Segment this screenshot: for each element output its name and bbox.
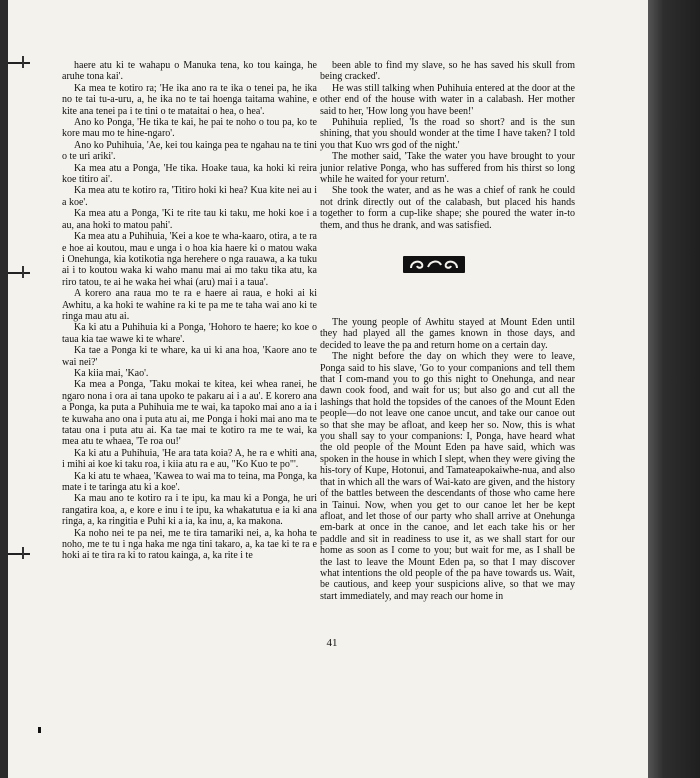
scan-edge — [648, 0, 700, 778]
paragraph: Ka mea atu a Ponga, 'Ki te rite tau ki taku, me hoki koe i a au, ana hoki to matou pahi'. — [62, 208, 317, 231]
paragraph: Ka ki atu te whaea, 'Kawea to wai ma to teina, ma Ponga, ka mate i te taringa atu ki a koe'. — [62, 470, 317, 494]
margin-mark — [8, 553, 30, 555]
paragraph: The young people of Awhitu stayed at Mount Eden until they had played all the games known in those days, and decided to leave the pa and return home on a certain day. — [320, 317, 575, 351]
paragraph: The night before the day on which they were to leave, Ponga said to his slave, 'Go to your companions and tell them that I com-mand you to go this night to Onehunga, and near dawn cook food, and wait for us; but also go and cut all the lashings that hold the topsides of the canoes of the Mount Eden people—do not leave one canoe uncut, and take our canoe out so that she may be afloat, and keep her so. Now, this is what you shall say to your companions: I, Ponga, have heard what the old people of the Mount Eden pa have said, which was spoken in the house in which I slept, when they were giving the his-tory of Kupe, Hotonui, and Tamateapokaiwhe-nua, and also that in which all the wars of Wai-kato are given, and the history of the battles between the descendants of those who came here in Tainui. Now, when you get to our canoe let her be kept afloat, and let those of our party who shall arrive at Onehunga em-bark at once in the canoe, and let each take his or her paddle and sit in readiness to use it, as we shall start for our home as soon as I come to you; but wait for me, as I shall be the last to leave the Mount Eden pa, so that I may discover what intentions the old people of the pa have towards us. Wait, be cautious, and keep your suspicions alive, so that we may start immediately, and may reach our home in — [320, 351, 575, 602]
paragraph: Ka ki atu a Puhihuia, 'He ara tata koia? A, he ra e whiti ana, i mihi ai koe ki taku roa, i kiia atu ra e au, "Ko Kuo te po"'. — [62, 447, 317, 471]
paragraph: The mother said, 'Take the water you have brought to your junior relative Ponga, who has suffered from his thirst so long while he waited for your return'. — [320, 151, 575, 186]
margin-mark — [22, 547, 24, 559]
paragraph: Ka ki atu a Puhihuia ki a Ponga, 'Hohoro te haere; ko koe o taua kia tae wawe ki te whare'. — [62, 322, 317, 345]
english-text-column-bottom — [320, 317, 575, 602]
paragraph: Ano ko Ponga, 'He tika te kai, he pai te noho o tou pa, ko te kore mau mo te hine-ngaro'. — [62, 117, 317, 140]
margin-mark — [8, 62, 30, 64]
paragraph: Ka noho nei te pa nei, me te tira tamariki nei, a, ka hoha te noho, me te tu i nga haka me nga tini takaro, a, ka tae ki te ra e hoki ai te tira ra ki to ratou kainga, a, ka rite i te — [62, 527, 317, 562]
margin-mark — [8, 272, 30, 274]
paragraph: A korero ana raua mo te ra e haere ai raua, e hoki ai ki Awhitu, a ka hoki te wahine ra ki te pa me te taha wai ano ki te ringa mau atu ai. — [62, 288, 317, 322]
paragraph: Ka kiia mai, 'Kao'. — [74, 367, 149, 379]
paragraph: Ka mea atu a Puhihuia, 'Kei a koe te wha-kaaro, otira, a te ra e hoe ai koutou, mau e unga i o hoa kia haere ki o matou waka i Onehunga, kia kotikotia nga herehere o nga rauawa, a ka tuku ai i to koutou waka ki waho manu mai ai mo taku tika atu, ka riro tatou, te ai he waka hei whai (aru) mai i a taua'. — [62, 231, 317, 288]
section-divider-ornament — [403, 256, 465, 273]
paragraph: Ka mea te kotiro ra; 'He ika ano ra te ika o tenei pa, he ika no te tai tu-a-uru, a, he ika no te tai hoenga taitama wahine, e kite ana tenei pa i te tini o te mataitai o hea, o hea'. — [62, 82, 317, 117]
english-text-column-top — [320, 60, 575, 231]
paragraph: Ka mea atu te kotiro ra, 'Titiro hoki ki hea? Kua kite nei au i a koe'. — [62, 185, 317, 208]
margin-mark — [22, 266, 24, 278]
paragraph: Ka mau ano te kotiro ra i te ipu, ka mau ki a Ponga, he uri rangatira koa, a, e kore e inu i te ipu, ka whakatutua e ia ki ana ringa, a, ka ringitia e Puhi ki a ia, ka inu, a, ka makona. — [62, 493, 317, 528]
paragraph: haere atu ki te wahapu o Manuka tena, ko tou kainga, he aruhe tona kai'. — [62, 60, 317, 83]
page-number: 41 — [326, 637, 338, 649]
margin-mark — [38, 727, 41, 733]
paragraph: Puhihuia replied, 'Is the road so short? and is the sun shining, that you should wonder at the time I have taken? I told you that Kuo wrs god of the night.' — [320, 117, 575, 151]
paragraph: been able to find my slave, so he has saved his skull from being cracked'. — [320, 60, 575, 83]
paragraph: She took the water, and as he was a chief of rank he could not drink directly out of the calabash, but placed his hands together to form a cup-like shape; she poured the water in-to them, and thus he drank, and was satisfied. — [320, 185, 575, 231]
paragraph: Ka mea atu a Ponga, 'He tika. Hoake taua, ka hoki ki reira koe titiro ai'. — [62, 162, 317, 186]
paragraph: Ka mea a Ponga, 'Taku mokai te kitea, kei whea ranei, he ngaro nona i ora ai tana upoko te pakaru ai i a au'. E korero ana a Ponga, ka puta a Puhihuia me te wai, ka tapoko mai ano a ia i te kuwaha ano ona i puta atu ai, me Ponga i hoki mai ano ma te tatau ona i puta atu ai. Ka tae mai te kotiro ra me te wai, ka mea atu te whaea, 'Te roa ou!' — [62, 379, 317, 448]
margin-mark — [22, 56, 24, 68]
book-page — [8, 0, 656, 778]
paragraph: He was still talking when Puhihuia entered at the door at the other end of the house with water in a calabash. Her mother said to her, 'How long you have been!' — [320, 82, 575, 117]
paragraph: Ano ko Puhihuia, 'Ae, kei tou kainga pea te ngahau na te tini o te uri ariki'. — [62, 139, 317, 163]
paragraph: Ka tae a Ponga ki te whare, ka ui ki ana hoa, 'Kaore ano te wai nei?' — [62, 345, 317, 368]
maori-text-column — [62, 60, 317, 562]
